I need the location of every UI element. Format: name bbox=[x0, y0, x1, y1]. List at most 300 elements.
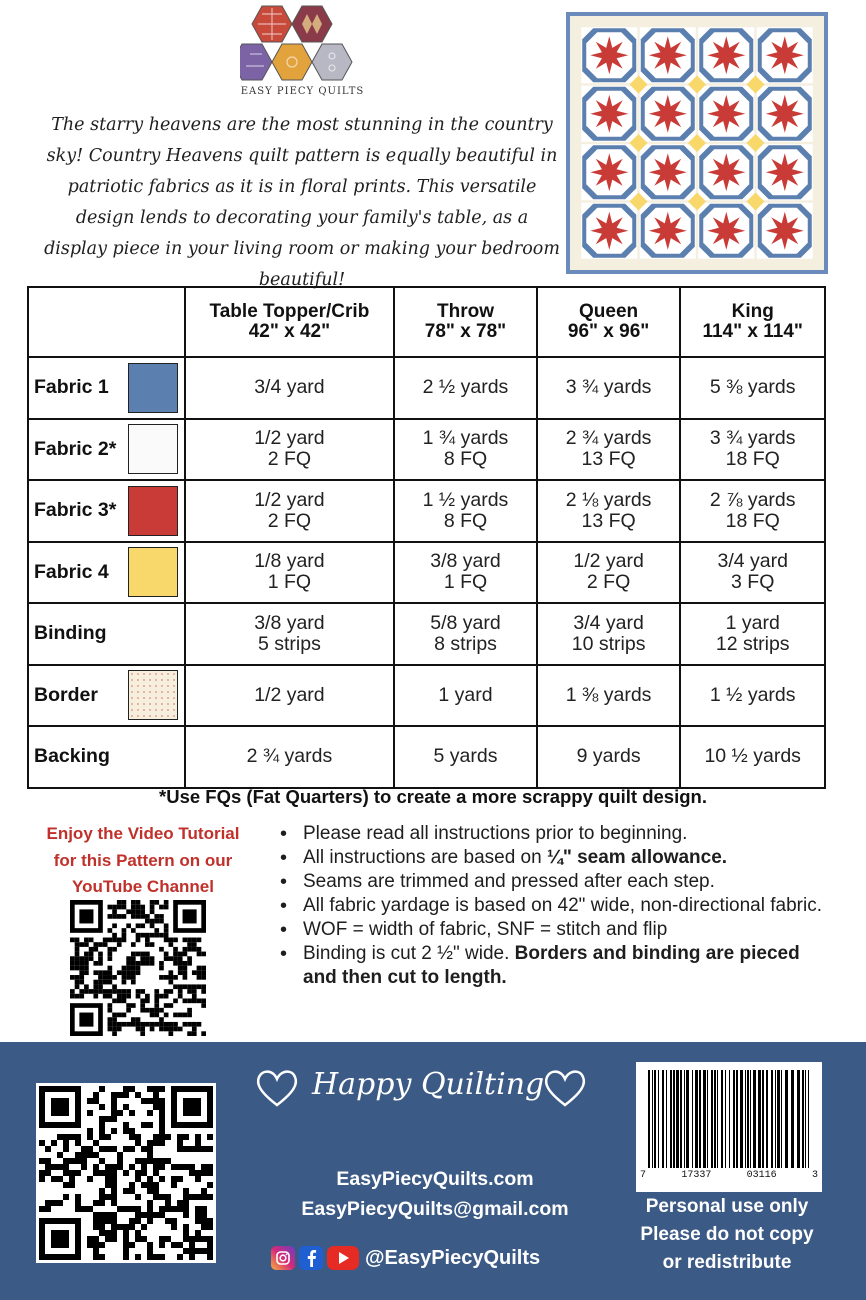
qr-module bbox=[195, 1248, 201, 1254]
qr-module bbox=[63, 1170, 69, 1176]
qr-module bbox=[99, 1128, 105, 1134]
quilt-shape bbox=[780, 109, 790, 119]
barcode-bar bbox=[684, 1070, 685, 1168]
quantity-line: 3/8 yard bbox=[254, 611, 325, 634]
quantity-cell bbox=[680, 603, 825, 665]
qr-module bbox=[108, 970, 113, 975]
qr-module bbox=[195, 1206, 201, 1212]
qr-module bbox=[75, 1140, 81, 1146]
qr-module bbox=[63, 1164, 69, 1170]
qr-module bbox=[131, 961, 136, 966]
qr-module bbox=[70, 956, 75, 961]
qr-module bbox=[39, 1170, 45, 1176]
table-row bbox=[28, 357, 825, 419]
qr-module bbox=[131, 975, 136, 980]
qr-module bbox=[178, 1013, 183, 1018]
barcode-bar bbox=[791, 1070, 794, 1168]
instruction-text: Please read all instructions prior to beginning. bbox=[303, 823, 688, 844]
qr-module bbox=[197, 952, 202, 957]
quantity-line: 1/2 yard bbox=[254, 683, 325, 706]
qr-module bbox=[105, 1134, 111, 1140]
qr-module bbox=[123, 1128, 129, 1134]
qr-module bbox=[183, 1013, 188, 1018]
qr-module bbox=[103, 989, 108, 994]
youtube-icon[interactable] bbox=[327, 1246, 359, 1270]
quantity-cell bbox=[537, 726, 681, 788]
qr-module bbox=[117, 1206, 123, 1212]
qr-module bbox=[192, 984, 197, 989]
qr-module bbox=[183, 1236, 189, 1242]
qr-module bbox=[183, 1206, 189, 1212]
qr-module bbox=[159, 1086, 165, 1092]
quilt-shape bbox=[721, 226, 731, 236]
qr-module bbox=[98, 942, 103, 947]
qr-module bbox=[117, 989, 122, 994]
qr-module bbox=[129, 1224, 135, 1230]
quantity-cell bbox=[680, 419, 825, 481]
qr-module bbox=[154, 928, 159, 933]
qr-module bbox=[131, 966, 136, 971]
qr-module bbox=[207, 1236, 213, 1242]
quantity-line: 1 yard bbox=[725, 611, 780, 634]
qr-module bbox=[93, 1212, 99, 1218]
qr-module bbox=[89, 938, 94, 943]
qr-module bbox=[195, 1146, 201, 1152]
qr-module bbox=[159, 1242, 165, 1248]
qr-module bbox=[183, 975, 188, 980]
qr-module bbox=[159, 1164, 165, 1170]
qr-module bbox=[147, 1086, 153, 1092]
fabric-requirements-table bbox=[27, 286, 826, 789]
qr-module bbox=[129, 1134, 135, 1140]
barcode-bar bbox=[740, 1070, 743, 1168]
qr-module bbox=[192, 938, 197, 943]
qr-module bbox=[135, 1134, 141, 1140]
quantity-line: 3/8 yard bbox=[430, 550, 501, 573]
qr-module bbox=[159, 1116, 165, 1122]
barcode-bar bbox=[670, 1070, 672, 1168]
qr-module bbox=[141, 1122, 147, 1128]
quantity-line: 13 FQ bbox=[581, 509, 636, 532]
qr-module bbox=[75, 947, 80, 952]
qr-module bbox=[105, 1218, 111, 1224]
qr-module bbox=[201, 975, 206, 980]
qr-module bbox=[103, 970, 108, 975]
qr-module bbox=[112, 914, 117, 919]
qr-module bbox=[140, 1003, 145, 1008]
qr-module bbox=[189, 1164, 195, 1170]
qr-module bbox=[159, 1104, 165, 1110]
qr-module bbox=[136, 900, 141, 905]
qr-module bbox=[79, 975, 84, 980]
quantity-cell bbox=[185, 665, 395, 727]
qr-module bbox=[147, 1158, 153, 1164]
quantity-line: 1 FQ bbox=[267, 571, 312, 594]
quilt-shape bbox=[721, 50, 731, 60]
qr-module bbox=[189, 1254, 195, 1260]
barcode-digit: 3 bbox=[811, 1170, 818, 1181]
qr-module bbox=[153, 1170, 159, 1176]
qr-module bbox=[122, 933, 127, 938]
qr-module bbox=[164, 1027, 169, 1032]
quantity-line: 2 ⅞ yards bbox=[709, 488, 796, 511]
email-link[interactable]: EasyPiecyQuilts@gmail.com bbox=[301, 1198, 569, 1220]
qr-module bbox=[159, 1008, 164, 1013]
qr-module bbox=[87, 1110, 93, 1116]
row-label: Backing bbox=[34, 745, 110, 768]
qr-module bbox=[84, 966, 89, 971]
qr-module bbox=[112, 905, 117, 910]
qr-module bbox=[84, 970, 89, 975]
qr-module bbox=[111, 1170, 117, 1176]
qr-module bbox=[201, 1146, 207, 1152]
instagram-icon[interactable] bbox=[271, 1246, 295, 1270]
qr-module bbox=[147, 1098, 153, 1104]
qr-module bbox=[112, 938, 117, 943]
qr-module bbox=[187, 1008, 192, 1013]
qr-module bbox=[207, 1164, 213, 1170]
qr-module bbox=[177, 1140, 183, 1146]
qr-module bbox=[131, 1017, 136, 1022]
qr-module bbox=[178, 989, 183, 994]
qr-module bbox=[129, 1242, 135, 1248]
qr-module bbox=[108, 928, 113, 933]
qr-module bbox=[153, 1182, 159, 1188]
qr-module bbox=[136, 952, 141, 957]
qr-module bbox=[93, 1200, 99, 1206]
qr-module bbox=[173, 984, 178, 989]
qr-module bbox=[159, 1134, 165, 1140]
qr-module bbox=[165, 1158, 171, 1164]
qr-module bbox=[129, 1128, 135, 1134]
qr-module bbox=[45, 1170, 51, 1176]
qr-module bbox=[197, 984, 202, 989]
qr-module bbox=[135, 1170, 141, 1176]
qr-module bbox=[154, 1022, 159, 1027]
qr-module bbox=[154, 994, 159, 999]
qr-module bbox=[117, 1092, 123, 1098]
qr-module bbox=[140, 956, 145, 961]
qr-module bbox=[183, 1248, 189, 1254]
quilt-shape bbox=[604, 50, 614, 60]
qr-module bbox=[171, 1176, 177, 1182]
qr-module bbox=[39, 1158, 45, 1164]
qr-module bbox=[168, 1022, 173, 1027]
fabric-swatch bbox=[128, 424, 178, 474]
barcode-bar bbox=[766, 1070, 768, 1168]
qr-module bbox=[111, 1098, 117, 1104]
qr-module bbox=[201, 952, 206, 957]
qr-module bbox=[117, 942, 122, 947]
qr-module bbox=[201, 998, 206, 1003]
quantity-line: 13 FQ bbox=[581, 448, 636, 471]
qr-module bbox=[150, 956, 155, 961]
row-label: Fabric 2* bbox=[34, 437, 117, 460]
qr-module bbox=[159, 1212, 165, 1218]
qr-module bbox=[147, 1110, 153, 1116]
quantity-line: 2 ½ yards bbox=[422, 376, 509, 399]
qr-module bbox=[183, 966, 188, 971]
qr-module bbox=[150, 900, 155, 905]
qr-module bbox=[111, 1104, 117, 1110]
video-promo-line: for this Pattern on our bbox=[53, 850, 233, 870]
qr-module bbox=[103, 994, 108, 999]
qr-module bbox=[197, 938, 202, 943]
qr-module bbox=[187, 938, 192, 943]
qr-module bbox=[145, 933, 150, 938]
qr-module bbox=[150, 1008, 155, 1013]
qr-module bbox=[187, 1013, 192, 1018]
qr-module bbox=[135, 1212, 141, 1218]
qr-module bbox=[69, 1134, 75, 1140]
qr-module bbox=[147, 1200, 153, 1206]
barcode-bar bbox=[699, 1070, 701, 1168]
qr-module bbox=[129, 1164, 135, 1170]
qr-module bbox=[183, 938, 188, 943]
qr-module bbox=[93, 980, 98, 985]
quantity-line: 2 FQ bbox=[267, 448, 312, 471]
qr-module bbox=[117, 994, 122, 999]
qr-module bbox=[111, 1212, 117, 1218]
qr-module bbox=[197, 998, 202, 1003]
quantity-line: 18 FQ bbox=[725, 448, 780, 471]
quantity-line: 1 ½ yards bbox=[422, 488, 509, 511]
qr-module bbox=[201, 989, 206, 994]
qr-module bbox=[183, 909, 197, 923]
quantity-cell bbox=[394, 542, 537, 604]
qr-module bbox=[136, 1027, 141, 1032]
qr-module bbox=[117, 900, 122, 905]
qr-module bbox=[150, 919, 155, 924]
qr-module bbox=[69, 1176, 75, 1182]
barcode-bar bbox=[695, 1070, 698, 1168]
qr-module bbox=[79, 966, 84, 971]
qr-module bbox=[189, 1194, 195, 1200]
qr-module bbox=[123, 1170, 129, 1176]
qr-module bbox=[173, 938, 178, 943]
qr-module bbox=[201, 1248, 207, 1254]
qr-module bbox=[173, 947, 178, 952]
qr-module bbox=[122, 970, 127, 975]
qr-module bbox=[197, 975, 202, 980]
qr-module bbox=[87, 1128, 93, 1134]
qr-module bbox=[79, 961, 84, 966]
qr-module bbox=[164, 1022, 169, 1027]
barcode-bar bbox=[753, 1070, 756, 1168]
quilt-shape bbox=[663, 50, 673, 60]
qr-module bbox=[201, 1224, 207, 1230]
barcode-digit: 7 bbox=[640, 1170, 647, 1181]
qr-module bbox=[63, 1146, 69, 1152]
qr-module bbox=[108, 989, 113, 994]
qr-module bbox=[99, 1218, 105, 1224]
barcode-bar bbox=[714, 1070, 716, 1168]
barcode-bar bbox=[703, 1070, 706, 1168]
instructions-list bbox=[278, 822, 838, 990]
header-size: 96" x 96" bbox=[567, 321, 650, 342]
qr-module bbox=[87, 1134, 93, 1140]
qr-module bbox=[111, 1092, 117, 1098]
qr-module bbox=[168, 970, 173, 975]
qr-module bbox=[131, 900, 136, 905]
qr-module bbox=[111, 1236, 117, 1242]
qr-module bbox=[201, 1194, 207, 1200]
website-link[interactable]: EasyPiecyQuilts.com bbox=[336, 1168, 534, 1190]
qr-module bbox=[117, 1110, 123, 1116]
qr-module bbox=[112, 947, 117, 952]
qr-module bbox=[153, 1092, 159, 1098]
qr-module bbox=[183, 1164, 189, 1170]
qr-module bbox=[122, 1022, 127, 1027]
qr-module bbox=[84, 956, 89, 961]
barcode-bar bbox=[750, 1070, 751, 1168]
qr-module bbox=[183, 984, 188, 989]
qr-module bbox=[112, 1017, 117, 1022]
social-handle[interactable]: @EasyPiecyQuilts bbox=[365, 1246, 541, 1269]
instruction-emphasis: ¼" seam allowance. bbox=[546, 847, 728, 868]
qr-module bbox=[87, 1176, 93, 1182]
qr-module bbox=[159, 994, 164, 999]
qr-module bbox=[75, 1152, 81, 1158]
qr-module bbox=[111, 1224, 117, 1230]
qr-module bbox=[39, 1176, 45, 1182]
qr-module bbox=[70, 966, 75, 971]
qr-module bbox=[197, 966, 202, 971]
qr-module bbox=[136, 909, 141, 914]
qr-module bbox=[79, 1013, 93, 1027]
qr-module bbox=[87, 1236, 93, 1242]
qr-module bbox=[171, 1164, 177, 1170]
qr-module bbox=[129, 1110, 135, 1116]
qr-module bbox=[111, 1230, 117, 1236]
notice-line: or redistribute bbox=[662, 1252, 792, 1273]
qr-module bbox=[168, 938, 173, 943]
qr-module bbox=[201, 970, 206, 975]
quantity-cell bbox=[537, 480, 681, 542]
qr-module bbox=[75, 942, 80, 947]
qr-module bbox=[93, 1140, 99, 1146]
qr-module bbox=[57, 1200, 63, 1206]
barcode-bar bbox=[648, 1070, 650, 1168]
qr-module bbox=[147, 1254, 153, 1260]
qr-module bbox=[140, 1022, 145, 1027]
quantity-line: 5 yards bbox=[433, 745, 498, 768]
barcode-bar bbox=[762, 1070, 764, 1168]
video-tutorial-promo bbox=[22, 821, 264, 901]
qr-module bbox=[178, 984, 183, 989]
qr-module bbox=[177, 1134, 183, 1140]
qr-module bbox=[183, 1224, 189, 1230]
qr-module bbox=[147, 1218, 153, 1224]
header-name: Throw bbox=[436, 301, 494, 322]
quantity-line: 5 strips bbox=[257, 632, 321, 655]
qr-module bbox=[159, 933, 164, 938]
qr-module bbox=[177, 1242, 183, 1248]
quantity-cell bbox=[537, 357, 681, 419]
qr-module bbox=[93, 947, 98, 952]
quantity-cell bbox=[185, 419, 395, 481]
qr-module bbox=[164, 956, 169, 961]
qr-module bbox=[192, 994, 197, 999]
qr-module bbox=[192, 942, 197, 947]
qr-module bbox=[129, 1206, 135, 1212]
qr-module bbox=[136, 970, 141, 975]
qr-module bbox=[45, 1158, 51, 1164]
qr-module bbox=[136, 989, 141, 994]
row-label-cell bbox=[28, 665, 185, 727]
quantity-line: 1 ¾ yards bbox=[422, 427, 509, 450]
qr-module bbox=[154, 998, 159, 1003]
barcode-bar bbox=[758, 1070, 761, 1168]
qr-module bbox=[140, 961, 145, 966]
qr-module bbox=[177, 1254, 183, 1260]
qr-module bbox=[123, 1104, 129, 1110]
qr-module bbox=[122, 989, 127, 994]
qr-module bbox=[112, 1013, 117, 1018]
qr-module bbox=[173, 1022, 178, 1027]
qr-module bbox=[183, 1022, 188, 1027]
qr-module bbox=[159, 1236, 165, 1242]
qr-module bbox=[112, 923, 117, 928]
qr-module bbox=[111, 1128, 117, 1134]
qr-module bbox=[183, 970, 188, 975]
header-throw bbox=[394, 287, 537, 357]
qr-module bbox=[140, 998, 145, 1003]
qr-module bbox=[192, 998, 197, 1003]
qr-module bbox=[99, 1170, 105, 1176]
qr-module bbox=[201, 1236, 207, 1242]
qr-module bbox=[70, 961, 75, 966]
qr-module bbox=[195, 1176, 201, 1182]
qr-module bbox=[183, 1188, 189, 1194]
qr-module bbox=[103, 980, 108, 985]
qr-module bbox=[126, 989, 131, 994]
qr-module bbox=[117, 938, 122, 943]
quilt-shape bbox=[780, 50, 790, 60]
quantity-line: 3/4 yard bbox=[573, 611, 644, 634]
qr-module bbox=[135, 1194, 141, 1200]
header-king bbox=[680, 287, 825, 357]
qr-module bbox=[129, 1146, 135, 1152]
quantity-cell bbox=[185, 357, 395, 419]
qr-module bbox=[141, 1170, 147, 1176]
qr-module bbox=[173, 998, 178, 1003]
qr-module bbox=[93, 1152, 99, 1158]
fat-quarter-note: *Use FQs (Fat Quarters) to create a more scrappy quilt design. bbox=[159, 786, 707, 807]
quantity-line: 5/8 yard bbox=[430, 611, 501, 634]
facebook-icon[interactable] bbox=[299, 1246, 323, 1270]
heart-icon bbox=[254, 1068, 300, 1108]
qr-module bbox=[177, 1146, 183, 1152]
website-qr-code[interactable] bbox=[39, 1086, 213, 1260]
logo-text: EASY PIECY QUILTS bbox=[240, 86, 365, 97]
quantity-line: 8 strips bbox=[434, 632, 497, 655]
qr-module bbox=[122, 975, 127, 980]
instruction-item bbox=[278, 870, 838, 894]
youtube-qr-code[interactable] bbox=[70, 900, 206, 1036]
qr-module bbox=[129, 1188, 135, 1194]
qr-module bbox=[154, 919, 159, 924]
qr-module bbox=[140, 1008, 145, 1013]
qr-module bbox=[150, 923, 155, 928]
qr-module bbox=[112, 933, 117, 938]
qr-module bbox=[159, 1017, 164, 1022]
qr-module bbox=[136, 966, 141, 971]
qr-module bbox=[126, 1022, 131, 1027]
notice-line: Personal use only bbox=[645, 1196, 809, 1217]
quantity-line: 12 strips bbox=[715, 632, 790, 655]
qr-module bbox=[136, 1022, 141, 1027]
